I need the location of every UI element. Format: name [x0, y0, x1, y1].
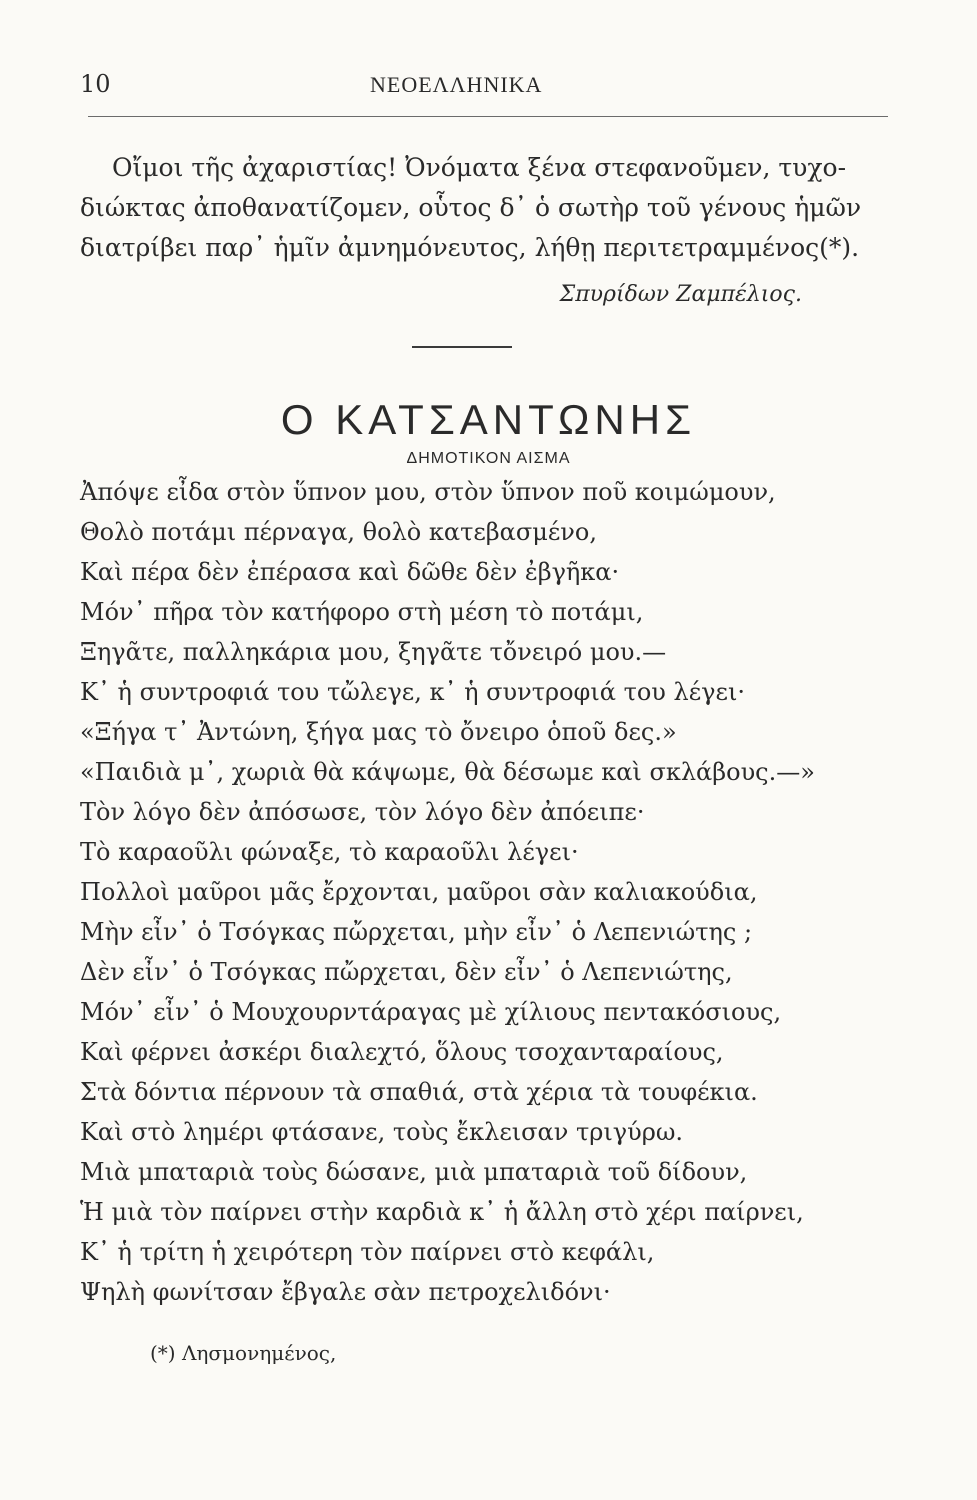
poem-line: Μόν᾽ πῆρα τὸν κατήφορο στὴ μέση τὸ ποτάμι,: [80, 598, 644, 626]
poem-line: Μὴν εἶν᾽ ὁ Τσόγκας πὤρχεται, μὴν εἶν᾽ ὁ Λεπενιώτης ;: [80, 918, 753, 946]
poem-line: Ξηγᾶτε, παλληκάρια μου, ξηγᾶτε τὄνειρό μου.—: [80, 638, 667, 666]
prose-paragraph: [80, 148, 862, 268]
poem-body: [80, 472, 840, 1312]
poem-line: Κ᾽ ἡ τρίτη ἡ χειρότερη τὸν παίρνει στὸ κεφάλι,: [80, 1238, 655, 1266]
poem-line: Ἀπόψε εἶδα στὸν ὕπνον μου, στὸν ὕπνον ποῦ κοιμώμουν,: [80, 478, 776, 506]
section-divider: [412, 346, 512, 348]
poem-subtitle: ΔΗΜΟΤΙΚΟΝ ΑΙΣΜΑ: [406, 450, 571, 467]
poem-line: Στὰ δόντια πέρνουν τὰ σπαθιά, στὰ χέρια τὰ τουφέκια.: [80, 1078, 758, 1106]
poem-line: Πολλοὶ μαῦροι μᾶς ἔρχονται, μαῦροι σὰν καλιακούδια,: [80, 878, 758, 906]
page-header: [80, 66, 900, 116]
poem-line: Ψηλὴ φωνίτσαν ἔβγαλε σὰν πετροχελιδόνι·: [80, 1278, 611, 1306]
prose-line: διώκτας ἀποθανατίζομεν, οὗτος δ᾽ ὁ σωτὴρ τοῦ γένους ἡμῶν: [80, 193, 862, 222]
running-title: ΝΕΟΕΛΛΗΝΙΚΑ: [370, 72, 543, 97]
poem-line: Καὶ στὸ λημέρι φτάσανε, τοὺς ἔκλεισαν τριγύρω.: [80, 1118, 684, 1146]
prose-line: Οἴμοι τῆς ἀχαριστίας! Ὀνόματα ξένα στεφανοῦμεν, τυχο-: [112, 153, 847, 182]
poem-title: Ο ΚΑΤΣΑΝΤΩΝΗΣ: [280, 396, 697, 443]
poem-line: Καὶ φέρνει ἀσκέρι διαλεχτό, ὅλους τσοχανταραίους,: [80, 1038, 724, 1066]
poem-line: «Παιδιὰ μ᾽, χωριὰ θὰ κάψωμε, θὰ δέσωμε καὶ σκλάβους.—»: [80, 758, 815, 786]
poem-line: Μιὰ μπαταριὰ τοὺς δώσανε, μιὰ μπαταριὰ τοῦ δίδουν,: [80, 1158, 748, 1186]
poem-line: Μόν᾽ εἶν᾽ ὁ Μουχουρντάραγας μὲ χίλιους πεντακόσιους,: [80, 998, 782, 1026]
poem-line: Τὸν λόγο δὲν ἀπόσωσε, τὸν λόγο δὲν ἀπόειπε·: [80, 798, 645, 826]
poem-line: Καὶ πέρα δὲν ἐπέρασα καὶ δῶθε δὲν ἐβγῆκα·: [80, 558, 620, 586]
footnote: (*) Λησμονημένος,: [150, 1341, 337, 1365]
poem-line: «Ξήγα τ᾽ Ἀντώνη, ξήγα μας τὸ ὄνειρο ὁποῦ δες.»: [80, 718, 677, 746]
author-signature: Σπυρίδων Ζαμπέλιος.: [559, 282, 802, 307]
poem-line: Τὸ καραοῦλι φώναξε, τὸ καραοῦλι λέγει·: [80, 838, 579, 866]
page-number: 10: [80, 70, 111, 98]
header-rule: [88, 116, 888, 117]
poem-line: Θολὸ ποτάμι πέρναγα, θολὸ κατεβασμένο,: [80, 518, 597, 546]
poem-line: Δὲν εἶν᾽ ὁ Τσόγκας πὤρχεται, δὲν εἶν᾽ ὁ Λεπενιώτης,: [80, 958, 733, 986]
poem-line: Ἡ μιὰ τὸν παίρνει στὴν καρδιὰ κ᾽ ἡ ἄλλη στὸ χέρι παίρνει,: [80, 1198, 804, 1226]
poem-line: Κ᾽ ἡ συντροφιά του τὤλεγε, κ᾽ ἡ συντροφιά του λέγει·: [80, 678, 745, 706]
prose-line: διατρίβει παρ᾽ ἡμῖν ἀμνημόνευτος, λήθῃ περιτετραμμένος(*).: [80, 233, 860, 262]
